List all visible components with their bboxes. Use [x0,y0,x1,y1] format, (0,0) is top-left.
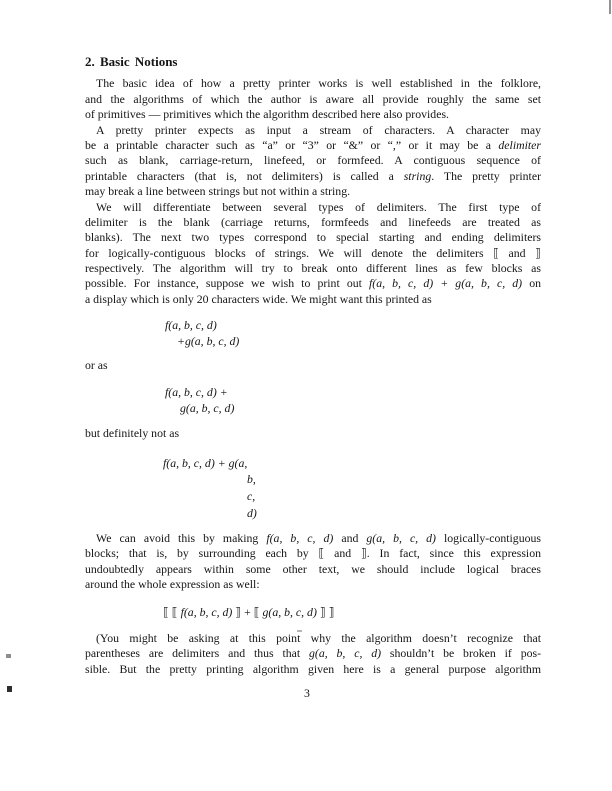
text-line: but definitely not as [85,426,180,441]
math-line: b, [247,472,256,487]
text-line: undoubtedly appears within some other text, we should include logical braces [85,561,541,576]
paragraph [85,123,541,200]
text-line: The basic idea of how a pretty printer works is well established in the folklore, [96,76,541,91]
text-line: possible. For instance, suppose we wish to print out f(a, b, c, d) + g(a, b, c, d) on [85,276,541,291]
text-line: We can avoid this by making f(a, b, c, d) and g(a, b, c, d) logically-contiguous [96,530,541,545]
section-heading: 2. Basic Notions [85,54,178,69]
text-line: and the algorithms of which the author is aware all provide roughly the same set [85,91,541,106]
text-line: printable characters (that is, not delimiters) is called a string. The pretty printer [85,168,541,183]
text-line: for logically-contiguous blocks of strings. We will denote the delimiters ⟦ and ⟧ [85,245,541,260]
text-line: A pretty printer expects as input a stream of characters. A character may [96,122,541,137]
math-line: ⟦ ⟦ f(a, b, c, d) ⟧ + ⟦ g(a, b, c, d) ⟧ ⟧ [163,605,335,620]
text-line: of primitives — primitives which the algorithm described here also provides. [85,107,449,122]
text-line: or as [85,358,108,373]
text-line: be a printable character such as “a” or “3” or “&” or “,” or it may be a delimiter [85,137,541,152]
scan-edge-artifact [609,0,611,14]
page-number: 3 [304,685,310,700]
text-line: parentheses are delimiters and thus that g(a, b, c, d) shouldn’t be broken if pos- [85,646,541,661]
math-display [85,605,541,620]
text-line: may break a line between strings but not within a string. [85,184,351,199]
text-line: around the whole expression as well: [85,576,260,591]
scan-speck [7,686,12,692]
math-line: d) [247,506,257,520]
connector-text [85,358,541,373]
text-line: (You might be asking at this point why the algorithm doesn’t recognize that [96,630,541,645]
math-line: f(a, b, c, d) + [165,385,228,400]
math-line: f(a, b, c, d) [165,318,217,333]
text-line: blanks). The next two types correspond to special starting and ending delimiters [85,230,541,245]
text-line: We will differentiate between several types of delimiters. The first type of [96,199,541,214]
math-display [85,318,541,349]
math-display [85,385,541,416]
text-line: such as blank, carriage-return, linefeed, or formfeed. A contiguous sequence of [85,153,541,168]
paragraph [85,76,541,122]
content-column [85,54,541,701]
text-line: delimiter is the blank (carriage returns, formfeeds and linefeeds are treated as [85,214,541,229]
math-line: c, [247,489,256,504]
math-line: g(a, b, c, d) [180,400,235,415]
paragraph [85,531,541,593]
math-line: +g(a, b, c, d) [177,333,240,348]
text-line: respectively. The algorithm will try to break onto different lines as few blocks as [85,261,541,276]
text-line: sible. But the pretty printing algorithm given here is a general purpose algorithm [85,661,541,676]
math-display [85,456,541,523]
connector-text [85,426,541,441]
text-line: blocks; that is, by surrounding each by ⟦ and ⟧. In fact, since this expression [85,546,541,561]
paragraph [85,631,541,677]
paragraph [85,200,541,308]
scan-speck [6,654,11,658]
math-line: f(a, b, c, d) + g(a, [163,455,248,470]
text-line: a display which is only 20 characters wide. We might want this printed as [85,291,432,306]
